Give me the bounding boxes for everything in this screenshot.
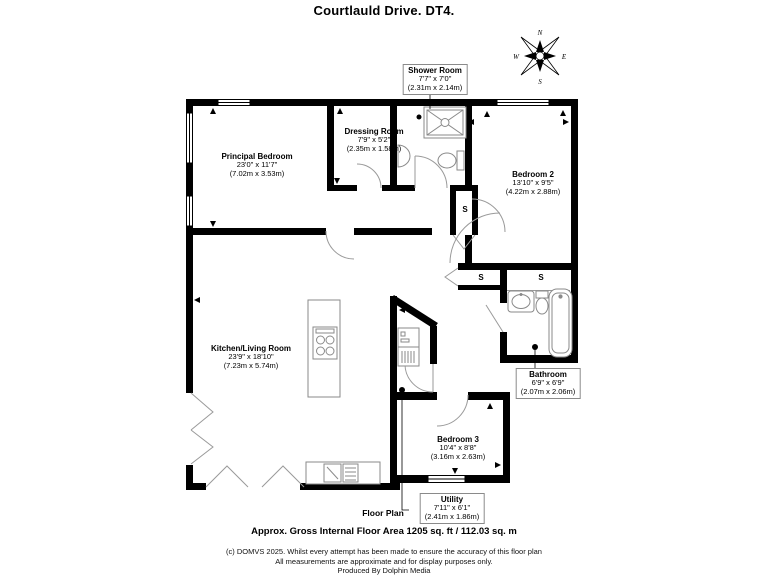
room-metric-dim: (7.02m x 3.53m) [229, 169, 285, 179]
room-label-bathroom [516, 368, 581, 399]
room-metric-dim: (4.22m x 2.88m) [505, 187, 561, 197]
room-imperial-dim: 23'9" x 18'10" [228, 352, 274, 362]
room-label-bedroom-3 [431, 435, 486, 462]
room-imperial-dim: 23'0" x 11'7" [236, 160, 278, 170]
compass-east-label: E [561, 53, 567, 61]
room-label-shower-room [403, 64, 468, 95]
room-name: Bathroom [529, 370, 567, 379]
room-imperial-dim: 7'7" x 7'0" [418, 74, 452, 84]
room-name: Utility [440, 495, 464, 504]
room-imperial-dim: 7'9" x 5'2" [357, 135, 391, 145]
disclaimer-text [0, 547, 768, 576]
compass-north-label: N [537, 29, 543, 37]
room-name: Shower Room [408, 66, 462, 75]
angled-wall [392, 298, 436, 326]
room-label-principal-bedroom [221, 152, 292, 179]
room-name: Bedroom 3 [437, 435, 479, 444]
gross-area-text: Approx. Gross Internal Floor Area 1205 sq. ft / 112.03 sq. m [251, 526, 517, 537]
room-name: Dressing Room [344, 127, 404, 136]
room-imperial-dim: 10'4" x 8'8" [439, 443, 477, 453]
room-metric-dim: (3.16m x 2.63m) [430, 452, 486, 462]
disclaimer-line-1: (c) DOMVS 2025. Whilst every attempt has been made to ensure the accuracy of this floor plan [226, 547, 542, 556]
hob-icon [313, 327, 337, 359]
bathtub-icon [549, 289, 572, 357]
washer-icon [398, 328, 419, 366]
storage-marker: S [462, 205, 468, 214]
room-imperial-dim: 6'9" x 6'9" [531, 378, 565, 388]
compass-rose-icon [513, 29, 567, 86]
bathroom-toilet-icon [536, 291, 548, 314]
room-label-bedroom-2 [506, 170, 561, 197]
room-label-utility [420, 493, 485, 524]
door-arcs [191, 156, 570, 487]
room-imperial-dim: 7'11" x 6'1" [433, 503, 471, 513]
room-imperial-dim: 13'10" x 9'5" [512, 178, 554, 188]
page-title: Courtlauld Drive. DT4. [313, 3, 455, 18]
room-metric-dim: (2.31m x 2.14m) [407, 83, 463, 93]
room-name: Kitchen/Living Room [211, 344, 291, 353]
room-metric-dim: (2.07m x 2.06m) [520, 387, 576, 397]
shower-toilet-icon [438, 151, 464, 170]
disclaimer-line-3: Produced By Dolphin Media [337, 566, 431, 576]
room-name: Bedroom 2 [512, 170, 554, 179]
room-metric-dim: (7.23m x 5.74m) [223, 361, 279, 371]
room-name: Principal Bedroom [221, 152, 293, 161]
storage-marker: S [538, 273, 544, 282]
compass-south-label: S [538, 78, 542, 86]
shower-tray-icon [417, 107, 467, 138]
room-label-dressing-room [344, 127, 403, 154]
disclaimer-line-2: All measurements are approximate and for display purposes only. [275, 556, 493, 566]
bathroom-basin-icon [508, 291, 534, 312]
room-metric-dim: (2.41m x 1.86m) [424, 512, 480, 522]
room-label-kitchen-living-room [211, 344, 291, 371]
kitchen-sink-icon [306, 462, 380, 484]
storage-marker: S [478, 273, 484, 282]
compass-west-label: W [513, 53, 519, 61]
room-metric-dim: (2.35m x 1.58m) [346, 144, 402, 154]
floor-plan-caption: Floor Plan [362, 508, 404, 518]
